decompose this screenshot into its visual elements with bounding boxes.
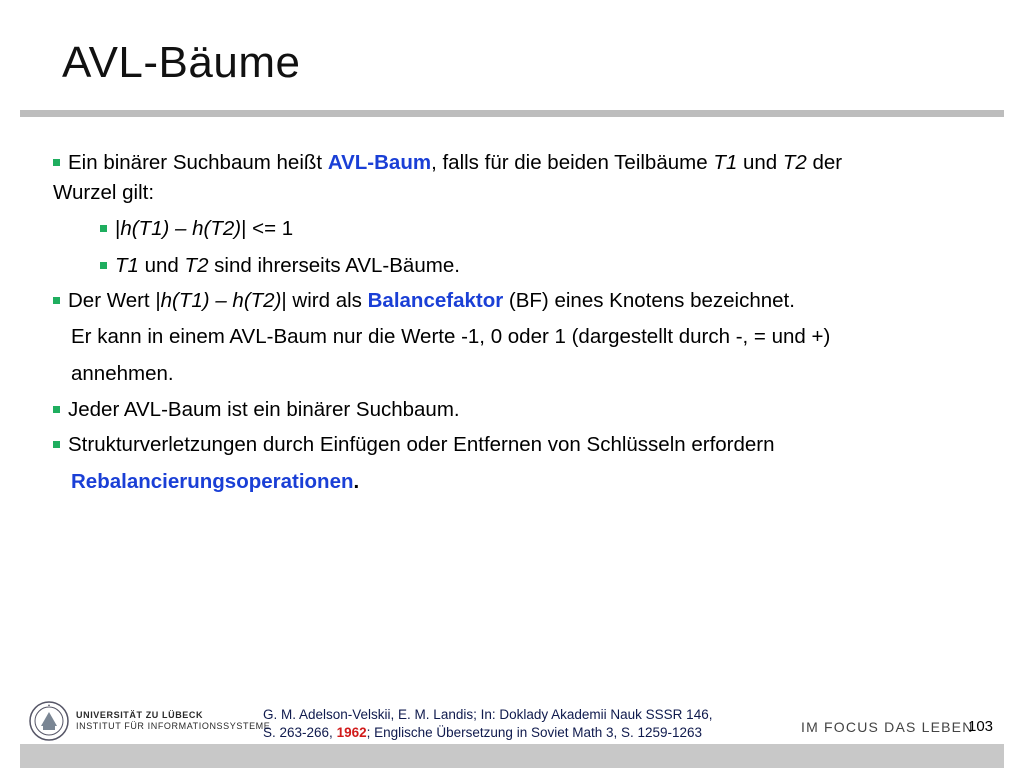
university-name: UNIVERSITÄT ZU LÜBECK INSTITUT FÜR INFORMATIONSSYSTEME — [76, 710, 271, 731]
slide-title: AVL-Bäume — [62, 38, 301, 87]
term-balancefaktor: Balancefaktor — [367, 289, 504, 312]
bullet-icon — [53, 441, 60, 448]
page-number: 103 — [968, 718, 994, 735]
sub-bullet-height-condition: |h(T1) – h(T2)| <= 1 — [100, 216, 293, 242]
bullet-rebalancing-cont: Rebalancierungsoperationen. — [71, 470, 360, 493]
bullet-avl-definition: Ein binärer Suchbaum heißt AVL-Baum, falls für die beiden Teilbäume T1 und T2 der — [53, 150, 842, 176]
title-divider — [20, 110, 1004, 117]
bullet-balancefaktor-cont1: Er kann in einem AVL-Baum nur die Werte -1, 0 oder 1 (dargestellt durch -, = und +) — [71, 325, 831, 348]
bullet-icon — [100, 225, 107, 232]
bullet-rebalancing: Strukturverletzungen durch Einfügen oder Entfernen von Schlüsseln erfordern — [53, 432, 775, 458]
bullet-icon — [53, 159, 60, 166]
bullet-icon — [53, 297, 60, 304]
university-logo — [28, 700, 271, 744]
bullet-avl-is-search-tree: Jeder AVL-Baum ist ein binärer Suchbaum. — [53, 397, 460, 423]
bullet-balancefaktor: Der Wert |h(T1) – h(T2)| wird als Balancefaktor (BF) eines Knotens bezeichnet. — [53, 288, 795, 314]
citation-year: 1962 — [336, 725, 367, 740]
bullet-icon — [53, 406, 60, 413]
bullet-balancefaktor-cont2: annehmen. — [71, 362, 174, 385]
term-avl-baum: AVL-Baum — [327, 151, 432, 174]
sub-bullet-subtrees-avl: T1 und T2 sind ihrerseits AVL-Bäume. — [100, 253, 460, 279]
footer-bar — [20, 744, 1004, 768]
bullet-avl-definition-cont: Wurzel gilt: — [53, 181, 155, 204]
term-rebalancierungsoperationen: Rebalancierungsoperationen — [71, 470, 354, 493]
citation: G. M. Adelson-Velskii, E. M. Landis; In: Doklady Akademii Nauk SSSR 146, S. 263-266, 1962; Englische Übersetzung in Soviet Math 3, S. 1259-1263 — [263, 707, 713, 740]
tagline: IM FOCUS DAS LEBEN — [801, 719, 974, 735]
bullet-icon — [100, 262, 107, 269]
university-seal-icon — [28, 700, 70, 742]
